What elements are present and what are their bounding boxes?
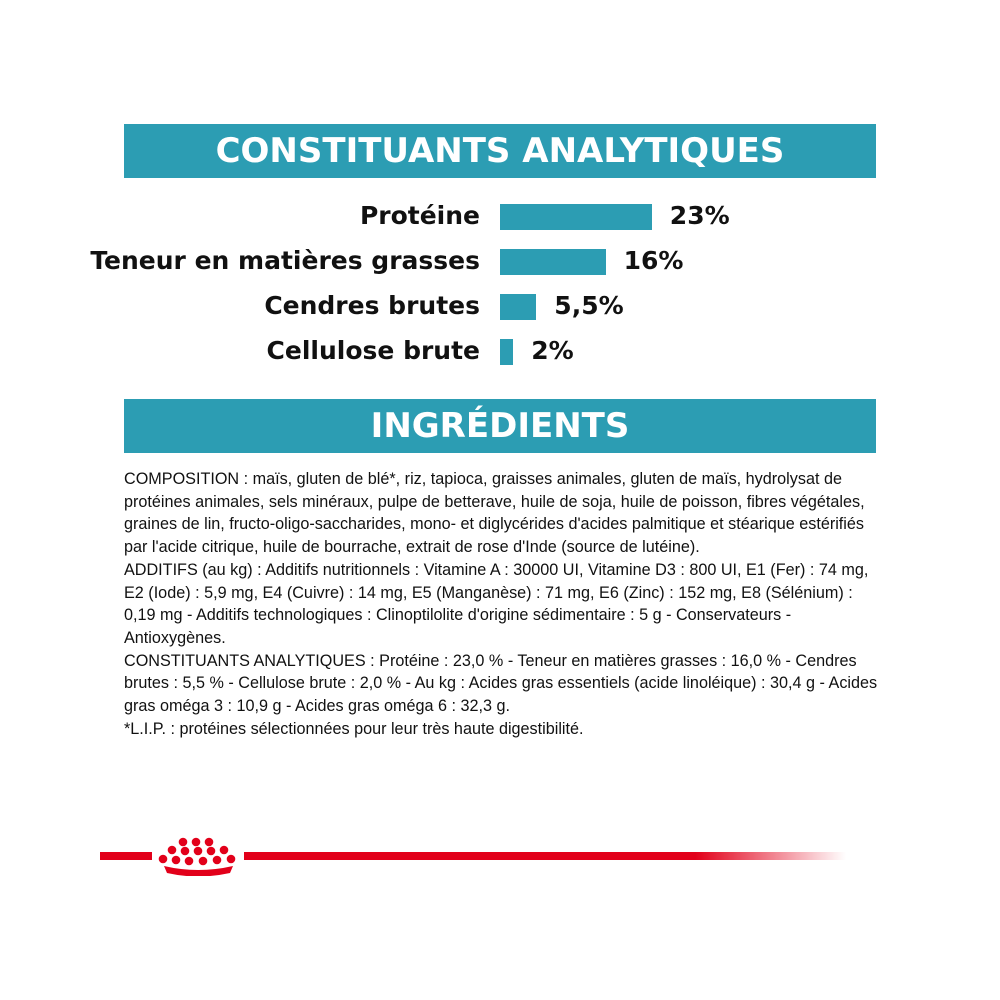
analytics-title: CONSTITUANTS ANALYTIQUES	[215, 131, 785, 171]
category-label: Protéine	[359, 201, 480, 230]
value-label: 2%	[531, 336, 574, 365]
value-bar	[500, 249, 606, 275]
value-label: 23%	[669, 201, 730, 230]
category-label: Cendres brutes	[264, 291, 480, 320]
ingredients-title: INGRÉDIENTS	[370, 406, 630, 446]
chart-row	[0, 286, 1000, 326]
value-bar	[500, 294, 536, 320]
value-label: 16%	[623, 246, 684, 275]
analytics-paragraph: CONSTITUANTS ANALYTIQUES : Protéine : 23,0 % - Teneur en matières grasses : 16,0 % - Cendres brutes : 5,5 % - Cellulose brute : 2,0 % - Au kg : Acides gras essentiels (acide linoléique) : 30,4 g - Acides gras oméga 3 : 10,9 g - Acides gras oméga 6 : 32,3 g.	[124, 651, 878, 716]
value-bar	[500, 339, 513, 365]
composition-paragraph: COMPOSITION : maïs, gluten de blé*, riz, tapioca, graisses animales, gluten de maïs, hydrolysat de protéines animales, sels minéraux, pulpe de betterave, huile de soja, huile de poisson, fibres végétales, graines de lin, fructo-oligo-saccharides, mono- et diglycérides d'acides palmitique et stéarique estérifiés par l'acide citrique, huile de bourrache, extrait de rose d'Inde (source de lutéine).	[124, 470, 865, 557]
analytics-banner	[124, 124, 876, 178]
footnote-paragraph: *L.I.P. : protéines sélectionnées pour leur très haute digestibilité.	[124, 719, 584, 738]
ingredients-text	[124, 468, 884, 740]
value-label: 5,5%	[554, 291, 624, 320]
chart-row	[0, 241, 1000, 281]
footer-brand-line	[0, 836, 1000, 876]
value-bar	[500, 204, 652, 230]
ingredients-banner	[124, 399, 876, 453]
chart-row	[0, 331, 1000, 371]
chart-row	[0, 196, 1000, 236]
category-label: Teneur en matières grasses	[90, 246, 480, 275]
additives-paragraph: ADDITIFS (au kg) : Additifs nutritionnels : Vitamine A : 30000 UI, Vitamine D3 : 800 UI, E1 (Fer) : 74 mg, E2 (Iode) : 5,9 mg, E4 (Cuivre) : 14 mg, E5 (Manganèse) : 71 mg, E6 (Zinc) : 152 mg, E8 (Sélénium) : 0,19 mg - Additifs technologiques : Clinoptilolite d'origine sédimentaire : 5 g - Conservateurs - Antioxygènes.	[124, 560, 869, 647]
category-label: Cellulose brute	[266, 336, 480, 365]
crown-logo-icon	[0, 836, 1000, 876]
